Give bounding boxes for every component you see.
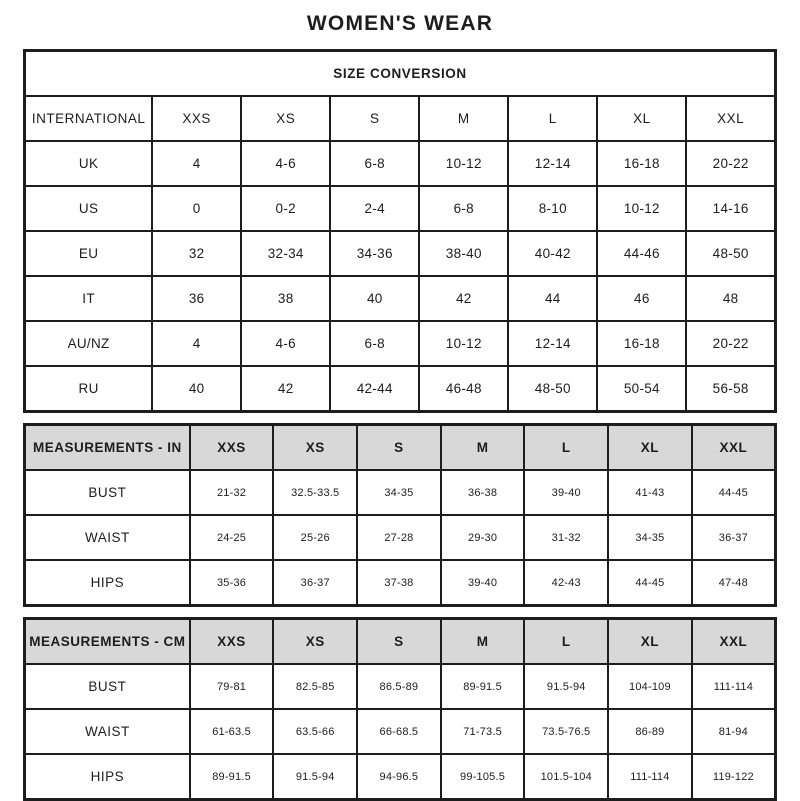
size-value: 48 (686, 276, 775, 321)
page-title: WOMEN'S WEAR (306, 12, 494, 35)
measurement-value: 101.5-104 (524, 754, 608, 800)
size-value: 46 (597, 276, 686, 321)
row-label: AU/NZ (25, 321, 153, 366)
measurement-value: 34-35 (357, 470, 441, 515)
measurements-in-table (23, 423, 777, 607)
size-value: 6-8 (330, 321, 419, 366)
measurement-value: 99-105.5 (441, 754, 525, 800)
size-value: 32 (152, 231, 241, 276)
column-header: XS (241, 96, 330, 141)
size-value: 10-12 (419, 141, 508, 186)
row-label: BUST (25, 664, 190, 709)
column-header: XL (608, 619, 692, 665)
size-value: 34-36 (330, 231, 419, 276)
measurement-value: 39-40 (524, 470, 608, 515)
column-header: S (330, 96, 419, 141)
size-value: 16-18 (597, 141, 686, 186)
size-value: 12-14 (508, 141, 597, 186)
size-value: 0 (152, 186, 241, 231)
column-header: L (524, 425, 608, 471)
measurement-value: 73.5-76.5 (524, 709, 608, 754)
row-label: IT (25, 276, 153, 321)
measurement-value: 37-38 (357, 560, 441, 606)
column-header: XXS (190, 425, 274, 471)
column-header: XS (273, 619, 357, 665)
size-value: 40 (330, 276, 419, 321)
size-value: 10-12 (597, 186, 686, 231)
row-label: US (25, 186, 153, 231)
measurement-value: 29-30 (441, 515, 525, 560)
measurement-value: 34-35 (608, 515, 692, 560)
size-value: 4-6 (241, 321, 330, 366)
measurement-value: 66-68.5 (357, 709, 441, 754)
table-row (25, 754, 776, 800)
column-header: XL (597, 96, 686, 141)
size-value: 46-48 (419, 366, 508, 412)
column-header-row (25, 96, 776, 141)
row-label: HIPS (25, 560, 190, 606)
column-header: XXL (692, 425, 776, 471)
size-value: 48-50 (508, 366, 597, 412)
size-value: 6-8 (330, 141, 419, 186)
measurement-value: 35-36 (190, 560, 274, 606)
measurement-value: 36-38 (441, 470, 525, 515)
row-label: RU (25, 366, 153, 412)
table-row (25, 276, 776, 321)
table-row (25, 231, 776, 276)
measurement-value: 91.5-94 (273, 754, 357, 800)
measurement-value: 42-43 (524, 560, 608, 606)
size-value: 38 (241, 276, 330, 321)
column-header: L (508, 96, 597, 141)
size-value: 6-8 (419, 186, 508, 231)
size-value: 42-44 (330, 366, 419, 412)
column-header: MEASUREMENTS - IN (25, 425, 190, 471)
size-value: 4 (152, 141, 241, 186)
size-value: 50-54 (597, 366, 686, 412)
measurement-value: 119-122 (692, 754, 776, 800)
measurement-value: 61-63.5 (190, 709, 274, 754)
measurement-value: 86-89 (608, 709, 692, 754)
column-header: INTERNATIONAL (25, 96, 153, 141)
table-row (25, 141, 776, 186)
column-header-row (25, 619, 776, 665)
measurement-value: 71-73.5 (441, 709, 525, 754)
row-label: EU (25, 231, 153, 276)
size-value: 4-6 (241, 141, 330, 186)
row-label: BUST (25, 470, 190, 515)
table-row (25, 366, 776, 412)
size-value: 16-18 (597, 321, 686, 366)
column-header: XXL (692, 619, 776, 665)
column-header-row (25, 425, 776, 471)
column-header: M (441, 425, 525, 471)
size-value: 10-12 (419, 321, 508, 366)
measurement-value: 81-94 (692, 709, 776, 754)
measurement-value: 91.5-94 (524, 664, 608, 709)
size-value: 56-58 (686, 366, 775, 412)
column-header: MEASUREMENTS - CM (25, 619, 190, 665)
size-conversion-table (23, 49, 777, 413)
measurement-value: 47-48 (692, 560, 776, 606)
measurement-value: 111-114 (692, 664, 776, 709)
column-header: S (357, 619, 441, 665)
measurements-cm-table (23, 617, 777, 801)
table-row (25, 186, 776, 231)
size-value: 20-22 (686, 141, 775, 186)
size-value: 14-16 (686, 186, 775, 231)
size-value: 40-42 (508, 231, 597, 276)
measurement-value: 27-28 (357, 515, 441, 560)
size-value: 42 (419, 276, 508, 321)
column-header: S (357, 425, 441, 471)
table-row (25, 664, 776, 709)
table-row (25, 470, 776, 515)
row-label: UK (25, 141, 153, 186)
column-header: XXS (152, 96, 241, 141)
column-header: XL (608, 425, 692, 471)
size-value: 8-10 (508, 186, 597, 231)
table-title-row (25, 51, 776, 97)
measurement-value: 25-26 (273, 515, 357, 560)
size-conversion-heading: SIZE CONVERSION (25, 51, 776, 97)
column-header: XXL (686, 96, 775, 141)
size-value: 32-34 (241, 231, 330, 276)
column-header: M (441, 619, 525, 665)
measurement-value: 111-114 (608, 754, 692, 800)
size-value: 36 (152, 276, 241, 321)
measurement-value: 94-96.5 (357, 754, 441, 800)
size-value: 4 (152, 321, 241, 366)
size-value: 20-22 (686, 321, 775, 366)
size-value: 0-2 (241, 186, 330, 231)
size-value: 44-46 (597, 231, 686, 276)
size-value: 44 (508, 276, 597, 321)
column-header: XS (273, 425, 357, 471)
size-value: 42 (241, 366, 330, 412)
row-label: WAIST (25, 515, 190, 560)
measurement-value: 104-109 (608, 664, 692, 709)
column-header: M (419, 96, 508, 141)
table-row (25, 709, 776, 754)
table-row (25, 321, 776, 366)
measurement-value: 63.5-66 (273, 709, 357, 754)
measurement-value: 32.5-33.5 (273, 470, 357, 515)
measurement-value: 41-43 (608, 470, 692, 515)
measurement-value: 79-81 (190, 664, 274, 709)
measurement-value: 44-45 (608, 560, 692, 606)
column-header: XXS (190, 619, 274, 665)
size-value: 2-4 (330, 186, 419, 231)
size-value: 40 (152, 366, 241, 412)
size-value: 12-14 (508, 321, 597, 366)
size-value: 38-40 (419, 231, 508, 276)
column-header: L (524, 619, 608, 665)
measurement-value: 21-32 (190, 470, 274, 515)
table-row (25, 515, 776, 560)
measurement-value: 82.5-85 (273, 664, 357, 709)
measurement-value: 36-37 (692, 515, 776, 560)
size-value: 48-50 (686, 231, 775, 276)
measurement-value: 31-32 (524, 515, 608, 560)
row-label: HIPS (25, 754, 190, 800)
measurement-value: 24-25 (190, 515, 274, 560)
measurement-value: 44-45 (692, 470, 776, 515)
measurement-value: 39-40 (441, 560, 525, 606)
measurement-value: 36-37 (273, 560, 357, 606)
measurement-value: 89-91.5 (190, 754, 274, 800)
measurement-value: 89-91.5 (441, 664, 525, 709)
measurement-value: 86.5-89 (357, 664, 441, 709)
table-row (25, 560, 776, 606)
row-label: WAIST (25, 709, 190, 754)
